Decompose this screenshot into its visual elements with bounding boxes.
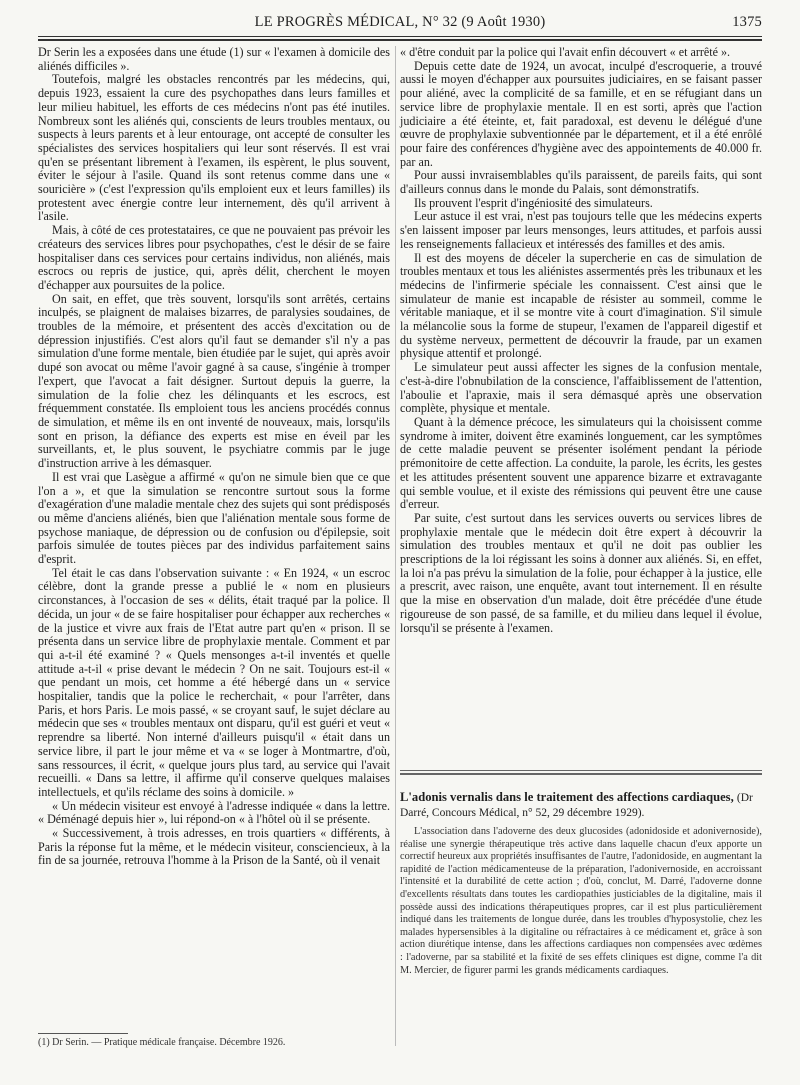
footnote-rule xyxy=(38,1033,128,1034)
header-rule-thick xyxy=(38,39,762,41)
paragraph: Par suite, c'est surtout dans les services ouverts ou services libres de prophylaxie mentale que le médecin doit être expert à découvrir la simulation des troubles mentaux et qu'il ne doit pas oublier les prescriptions de la loi régissant les soins à donner aux aliénés. Si, en effet, la loi n'a pas prévu la simulation de la folie, pour échapper à la justice, elle a prescrit, avec raison, une enquête, avant tout internement. Il en résulte que la mise en observation d'un malade, doit être précédée d'une étude rigoureuse de son passé, de sa famille, et du milieu dans lequel il évolue, lorsqu'il se présente à l'examen. xyxy=(400,510,762,635)
paragraph: « d'être conduit par la police qui l'avait enfin découvert « et arrêté ». xyxy=(400,45,731,59)
running-header xyxy=(38,14,762,34)
column-divider xyxy=(395,46,396,1046)
paragraph: Leur astuce il est vrai, n'est pas toujours telle que les médecins experts s'en laissent imposer par leurs mensonges, leurs attitudes, et parfois aussi les renseignements fallacieux et intéressés des familles et des amis. xyxy=(400,209,762,251)
paragraph: Ils prouvent l'esprit d'ingéniosité des simulateurs. xyxy=(414,195,653,210)
paragraph: Quant à la démence précoce, les simulateurs qui la choisissent comme syndrome à imiter, doivent être examinés longuement, car les symptômes de cette maladie peuvent se présenter isolément pendant la période prémonitoire de cette affection. La conduite, la parole, les écrits, les gestes et les attitudes présentent souvent une apparence bizarre et extravagante qui semble voulue, et il existe des rémissions qui peuvent être une cause d'erreur. xyxy=(400,414,762,512)
paragraph: Il est des moyens de déceler la supercherie en cas de simulation de troubles mentaux et tous les aliénistes assermentés près les tribunaux et les médecins de l'infirmerie spéciale les connaissent. C'est ainsi que le simulateur de manie est incapable de résister au sommeil, comme le véritable maniaque, et il se montre vite à court d'imagination. S'il simule la mélancolie sous la forme de stupeur, l'examen de l'appareil digestif et du système nerveux, permettent de découvrir la fraude, par un examen physique attentif et prolongé. xyxy=(400,250,762,361)
paragraph: Pour aussi invraisemblables qu'ils paraissent, de pareils faits, qui sont d'ailleurs connus dans le monde du Palais, sont démonstratifs. xyxy=(400,168,762,197)
paragraph: Toutefois, malgré les obstacles rencontrés par les médecins, qui, depuis 1923, essaient la cure des psychopathes dans leurs familles et leur milieu habituel, les efforts de ces médecins n'ont pas été inutiles. Nombreux sont les aliénés qui, conscients de leurs troubles mentaux, ou suspects à leurs parents et à leur entourage, ont accepté de consulter les spécialistes des services hospitaliers qui leur sont réservés. Il est vrai qu'en se présentant librement à l'examen, ils espèrent, le plus souvent, éviter le séjour à l'asile. Quand ils sont retenus comme dans une « souricière » (c'est l'expression qu'ils emploient eux et leurs familles) ils protestent avec énergie contre leur internement, dès qu'il arrivent à l'asile. xyxy=(38,72,390,224)
paragraph: On sait, en effet, que très souvent, lorsqu'ils sont arrêtés, certains inculpés, se plaignent de malaises bizarres, de paralysies soudaines, de troubles de la mémoire, et présentent des accès d'excitation ou de dépression injustifiés. C'est alors qu'il faut se demander s'il n'y a pas simulation d'une forme mentale, bien étudiée par le sujet, qui après avoir dupé son avocat ou même l'avoir gagné à sa cause, s'ingénie à tromper l'expert, que l'avocat a fait désigner. Surtout depuis la guerre, la simulation de la folie chez les délinquants et les escrocs, est fréquemment constatée. Ils emploient tous les anciens procédés connus de simulation, et même ils en ont inventé de nouveaux, mais, lorsqu'ils sont en prison, la défiance des experts est mise en éveil par les surveillants, et, le plus souvent, le psychiatre commis par le juge d'instruction arrive à les démasquer. xyxy=(38,291,390,471)
article-body: L'association dans l'adoverne des deux glucosides (adonidoside et adonivernoside), réalise une synergie thérapeutique très active dans laquelle chacun d'eux apporte un correctif heureux aux propriétés insuffisantes de l'autre, l'adonidoside, en augmentant la rapidité de l'action médicamenteuse de la préparation, l'adonivernoside, en accroissant l'intensité et la durabilité de cette action ; d'où, conclut, M. Darré, l'adoverne donne d'excellents résultats dans toutes les cardiopathies justiciables de la digitaline, mais il possède aussi des indications thérapeutiques propres, car il est plus particulièrement indiqué dans les traitements de longue durée, dans les troubles d'hyposystolie, chez les malades hypersensibles à la digitaline ou réfractaires à ce médicament et, grâce à son action diurétique intense, dans les affections cardiaques non compensées avec œdèmes : l'adoverne, par sa stabilité et la fixité de ses effets cliniques est digne, comme l'a dit M. Mercier, de figurer parmi les grands médicaments cardiaques. xyxy=(400,826,762,976)
paragraph: Dr Serin les a exposées dans une étude (1) sur « l'examen à domicile des aliénés difficiles ». xyxy=(38,45,390,73)
section-rule-thick xyxy=(400,773,762,775)
right-column xyxy=(400,46,762,635)
paragraph: « Un médecin visiteur est envoyé à l'adresse indiquée « dans la lettre. « Déménagé depuis hier », lui répond-on « à l'hôtel où il se présente. xyxy=(38,798,390,827)
paragraph: Mais, à côté de ces protestataires, ce que ne pouvaient pas prévoir les créateurs des services libres pour psychopathes, c'est le désir de se faire hospitaliser dans ces services pour certains individus, non aliénés, mais escrocs ou repris de justice, qui, après délit, cherchent le moyen d'échapper aux poursuites de la police. xyxy=(38,223,390,292)
journal-title: LE PROGRÈS MÉDICAL, N° 32 (9 Août 1930) xyxy=(254,14,546,30)
paragraph: Tel était le cas dans l'observation suivante : « En 1924, « un escroc célèbre, dont la grande presse a publié le « nom en plusieurs circonstances, à l'occasion de ses « délits, était traqué par la police. Il décida, un jour « de se faire hospitaliser pour échapper aux recherches « de la justice et vivre aux frais de l'Etat autre part qu'en « prison. Il se présenta dans un service libre de prophylaxie mentale. Comment et par qui a-t-il été examiné ? « Quels mensonges a-t-il inventés et quelle attitude a-t-il « prise devant le médecin ? On ne sait. Toujours est-il « que pendant un mois, cet homme a été hébergé dans un « service hospitalier, tandis que la police le recherchait, « pour l'arrêter, dans Paris, et hors Paris. Le mois passé, « se croyant sauf, le sujet déclare au médecin que ses « troubles mentaux ont disparu, qu'il est guéri et veut « reprendre sa liberté. Non interné d'ailleurs puisqu'il « était dans un service libre, il part le jour même et va « se loger à Montmartre, d'où, sans ressources, il écrit, « quelque jours plus tard, au service qui l'avait recueilli. « Dans sa lettre, il affirme qu'il conserve quelques malaises intellectuels, et qu'ils réclame des soins à domicile. » xyxy=(38,565,390,799)
paragraph: Le simulateur peut aussi affecter les signes de la confusion mentale, c'est-à-dire l'obnubilation de la conscience, l'affaiblissement de l'attention, l'aboulie et l'apraxie, mais il sera démasqué après une observation complète, physique et mentale. xyxy=(400,360,762,416)
article-heading: L'adonis vernalis dans le traitement des affections cardiaques, xyxy=(400,790,734,804)
paragraph: Il est vrai que Lasègue a affirmé « qu'on ne simule bien que ce que l'on a », et que la simulation se rencontre surtout sous la forme d'exagération d'une maladie mentale chez des sujets qui sont prédisposés ou même d'anciens aliénés, bien que l'aliénation mentale sous forme de psychose maniaque, de dépression ou de confusion ou d'épilepsie, soit parfois simulée de toutes pièces par des individus parfaitement sains d'esprit. xyxy=(38,469,390,567)
left-column xyxy=(38,46,390,1046)
abstract-article xyxy=(400,790,762,977)
paragraph: « Successivement, à trois adresses, en trois quartiers « différents, à Paris la réponse fut la même, et le médecin visiteur, consciencieux, à la fin de sa journée, retrouva l'homme à la Prison de la Santé, où il venait xyxy=(38,826,390,868)
header-rule xyxy=(38,36,762,37)
page-number: 1375 xyxy=(732,14,762,30)
article-title xyxy=(400,790,762,820)
footnote: (1) Dr Serin. — Pratique médicale française. Décembre 1926. xyxy=(38,1037,286,1048)
paragraph: Depuis cette date de 1924, un avocat, inculpé d'escroquerie, a trouvé aussi le moyen d'échapper aux poursuites judiciaires, en se faisant passer pour aliéné, avec la complicité de sa famille, et en se réfugiant dans un service libre de prophylaxie mentale. Il en est sorti, après que l'action judiciaire a été éteinte, et, fait paradoxal, est devenu le délégué d'une œuvre de prophylaxie subventionnée par le département, et il a été enrôlé pour faire des conférences d'hygiène avec des appointements de 40.000 fr. par an. xyxy=(400,58,762,169)
article-byline: (Dr Darré, Concours Médical, n° 52, 29 décembre 1929). xyxy=(400,792,753,819)
section-rule xyxy=(400,770,762,771)
